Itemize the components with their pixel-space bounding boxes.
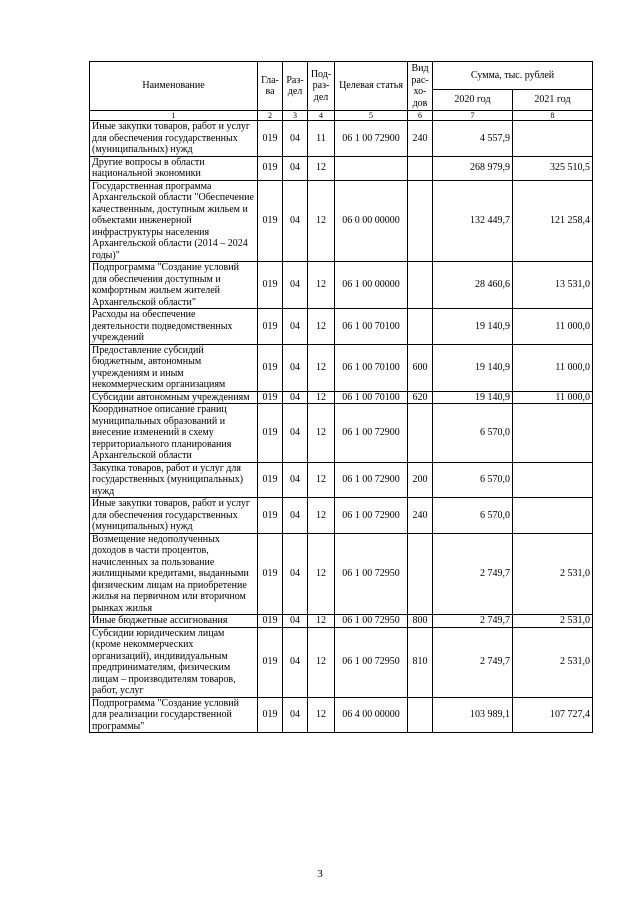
row-glava: 019	[258, 262, 283, 309]
row-statya: 06 0 00 00000	[335, 180, 408, 262]
column-number: 7	[433, 111, 513, 121]
row-amount-2020: 6 570,0	[433, 498, 513, 534]
row-razdel: 04	[283, 533, 308, 615]
row-amount-2021: 2 531,0	[513, 627, 593, 697]
row-vid	[408, 262, 433, 309]
row-amount-2021: 107 727,4	[513, 697, 593, 733]
table-row	[90, 121, 593, 157]
row-vid	[408, 156, 433, 180]
row-podrazdel: 12	[308, 262, 335, 309]
row-podrazdel: 12	[308, 533, 335, 615]
row-glava: 019	[258, 391, 283, 404]
table-row	[90, 156, 593, 180]
table-row	[90, 404, 593, 463]
row-name: Государственная программа Архангельской области "Обеспечение качественным, доступным жильем и объектами инженерной инфраструктуры населения Архангельской области (2014 – 2024 годы)"	[90, 180, 258, 262]
row-vid: 800	[408, 615, 433, 628]
row-amount-2021	[513, 498, 593, 534]
table-row	[90, 615, 593, 628]
row-razdel: 04	[283, 262, 308, 309]
row-razdel: 04	[283, 391, 308, 404]
row-razdel: 04	[283, 627, 308, 697]
row-podrazdel: 12	[308, 498, 335, 534]
table-row	[90, 498, 593, 534]
row-vid: 200	[408, 462, 433, 498]
row-name: Субсидии автономным учреждениям	[90, 391, 258, 404]
row-name: Иные закупки товаров, работ и услуг для обеспечения государственных (муниципальных) нужд	[90, 498, 258, 534]
row-podrazdel: 12	[308, 156, 335, 180]
row-glava: 019	[258, 462, 283, 498]
column-number: 3	[283, 111, 308, 121]
row-amount-2020: 132 449,7	[433, 180, 513, 262]
row-statya	[335, 156, 408, 180]
row-razdel: 04	[283, 180, 308, 262]
row-amount-2021	[513, 462, 593, 498]
row-statya: 06 1 00 72900	[335, 404, 408, 463]
row-name: Другие вопросы в области национальной экономики	[90, 156, 258, 180]
row-podrazdel: 12	[308, 309, 335, 345]
row-statya: 06 1 00 70100	[335, 391, 408, 404]
column-number: 8	[513, 111, 593, 121]
row-razdel: 04	[283, 309, 308, 345]
row-amount-2020: 2 749,7	[433, 615, 513, 628]
row-amount-2020: 19 140,9	[433, 309, 513, 345]
row-amount-2021: 2 531,0	[513, 533, 593, 615]
row-name: Расходы на обеспечение деятельности подведомственных учреждений	[90, 309, 258, 345]
row-amount-2021: 11 000,0	[513, 344, 593, 391]
row-statya: 06 1 00 72900	[335, 498, 408, 534]
column-number: 6	[408, 111, 433, 121]
row-glava: 019	[258, 533, 283, 615]
row-amount-2020: 28 460,6	[433, 262, 513, 309]
header-podrazdel: Под-раз-дел	[308, 62, 335, 111]
row-amount-2021: 121 258,4	[513, 180, 593, 262]
row-amount-2021: 11 000,0	[513, 391, 593, 404]
row-glava: 019	[258, 121, 283, 157]
row-statya: 06 1 00 72900	[335, 121, 408, 157]
row-amount-2021: 13 531,0	[513, 262, 593, 309]
row-podrazdel: 12	[308, 404, 335, 463]
row-name: Координатное описание границ муниципальных образований и внесение изменений в схему территориального планирования Архангельской области	[90, 404, 258, 463]
row-razdel: 04	[283, 404, 308, 463]
row-vid: 620	[408, 391, 433, 404]
row-vid	[408, 180, 433, 262]
header-name: Наименование	[90, 62, 258, 111]
table-row	[90, 462, 593, 498]
row-amount-2020: 2 749,7	[433, 627, 513, 697]
row-glava: 019	[258, 344, 283, 391]
table-body	[90, 121, 593, 733]
row-amount-2021	[513, 404, 593, 463]
row-statya: 06 4 00 00000	[335, 697, 408, 733]
row-razdel: 04	[283, 121, 308, 157]
header-summa: Сумма, тыс. рублей	[433, 62, 593, 90]
row-razdel: 04	[283, 344, 308, 391]
header-vid: Вид рас-хо-дов	[408, 62, 433, 111]
row-podrazdel: 12	[308, 344, 335, 391]
row-amount-2020: 19 140,9	[433, 344, 513, 391]
table-row	[90, 533, 593, 615]
table-row	[90, 262, 593, 309]
row-glava: 019	[258, 627, 283, 697]
column-number: 4	[308, 111, 335, 121]
row-name: Подпрограмма "Создание условий для реализации государственной программы"	[90, 697, 258, 733]
header-2020: 2020 год	[433, 90, 513, 111]
row-name: Предоставление субсидий бюджетным, автономным учреждениям и иным некоммерческим организациям	[90, 344, 258, 391]
row-name: Возмещение недополученных доходов в части процентов, начисленных за пользование жилищными кредитами, выданными физическим лицам на приобретение жилья на первичном или вторичном рынках жилья	[90, 533, 258, 615]
row-amount-2020: 2 749,7	[433, 533, 513, 615]
row-glava: 019	[258, 309, 283, 345]
row-amount-2021: 2 531,0	[513, 615, 593, 628]
header-statya: Целевая статья	[335, 62, 408, 111]
row-amount-2021: 325 510,5	[513, 156, 593, 180]
table-row	[90, 697, 593, 733]
table-row	[90, 391, 593, 404]
row-name: Подпрограмма "Создание условий для обеспечения доступным и комфортным жильем жителей Архангельской области"	[90, 262, 258, 309]
row-name: Закупка товаров, работ и услуг для государственных (муниципальных) нужд	[90, 462, 258, 498]
row-glava: 019	[258, 180, 283, 262]
row-podrazdel: 12	[308, 391, 335, 404]
header-2021: 2021 год	[513, 90, 593, 111]
table-row	[90, 627, 593, 697]
page-number: 3	[317, 868, 323, 880]
row-amount-2020: 4 557,9	[433, 121, 513, 157]
header-razdel: Раз-дел	[283, 62, 308, 111]
row-name: Иные закупки товаров, работ и услуг для обеспечения государственных (муниципальных) нужд	[90, 121, 258, 157]
row-amount-2020: 6 570,0	[433, 404, 513, 463]
row-name: Субсидии юридическим лицам (кроме некоммерческих организаций), индивидуальным предпринимателям, физическим лицам – производителям товаров, работ, услуг	[90, 627, 258, 697]
row-podrazdel: 12	[308, 615, 335, 628]
row-vid	[408, 533, 433, 615]
row-vid	[408, 404, 433, 463]
row-razdel: 04	[283, 498, 308, 534]
row-vid: 600	[408, 344, 433, 391]
row-amount-2020: 6 570,0	[433, 462, 513, 498]
budget-table	[89, 61, 593, 733]
row-glava: 019	[258, 615, 283, 628]
row-glava: 019	[258, 498, 283, 534]
row-vid: 240	[408, 121, 433, 157]
table-row	[90, 309, 593, 345]
row-statya: 06 1 00 00000	[335, 262, 408, 309]
table-row	[90, 180, 593, 262]
row-amount-2021	[513, 121, 593, 157]
column-number-row	[90, 111, 593, 121]
row-vid: 810	[408, 627, 433, 697]
table-row	[90, 344, 593, 391]
row-statya: 06 1 00 72950	[335, 627, 408, 697]
row-amount-2020: 103 989,1	[433, 697, 513, 733]
column-number: 1	[90, 111, 258, 121]
row-podrazdel: 12	[308, 462, 335, 498]
row-statya: 06 1 00 70100	[335, 309, 408, 345]
row-razdel: 04	[283, 156, 308, 180]
row-podrazdel: 11	[308, 121, 335, 157]
row-glava: 019	[258, 156, 283, 180]
column-number: 5	[335, 111, 408, 121]
row-glava: 019	[258, 404, 283, 463]
row-amount-2020: 19 140,9	[433, 391, 513, 404]
row-statya: 06 1 00 72950	[335, 615, 408, 628]
row-podrazdel: 12	[308, 697, 335, 733]
row-podrazdel: 12	[308, 180, 335, 262]
row-vid	[408, 309, 433, 345]
row-razdel: 04	[283, 615, 308, 628]
row-statya: 06 1 00 72950	[335, 533, 408, 615]
row-amount-2021: 11 000,0	[513, 309, 593, 345]
row-vid: 240	[408, 498, 433, 534]
row-glava: 019	[258, 697, 283, 733]
row-amount-2020: 268 979,9	[433, 156, 513, 180]
row-razdel: 04	[283, 462, 308, 498]
row-podrazdel: 12	[308, 627, 335, 697]
header-glava: Гла-ва	[258, 62, 283, 111]
row-name: Иные бюджетные ассигнования	[90, 615, 258, 628]
row-razdel: 04	[283, 697, 308, 733]
row-statya: 06 1 00 70100	[335, 344, 408, 391]
column-number: 2	[258, 111, 283, 121]
row-statya: 06 1 00 72900	[335, 462, 408, 498]
row-vid	[408, 697, 433, 733]
